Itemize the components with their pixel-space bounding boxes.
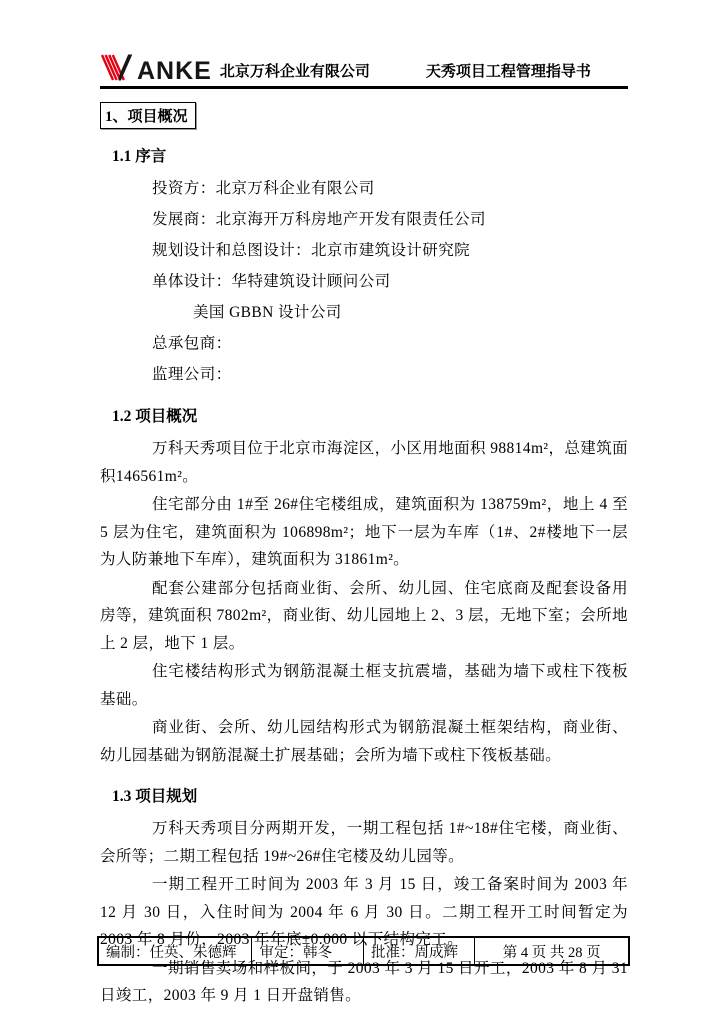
footer-cell-reviewer: 审定：韩冬 [252, 937, 364, 965]
preface-line-unit-design: 单体设计：华特建筑设计顾问公司 [152, 273, 391, 290]
paragraph-public-buildings: 配套公建部分包括商业街、会所、幼儿园、住宅底商及配套设备用房等，建筑面积 7802m²，商业街、幼儿园地上 2、3 层，无地下室；会所地上 2 层，地下 1 层。 [100, 579, 628, 652]
footer-row [98, 937, 629, 965]
paragraph-phasing: 万科天秀项目分两期开发，一期工程包括 1#~18#住宅楼，商业街、会所等；二期工程包括 19#~26#住宅楼及幼儿园等。 [100, 820, 628, 865]
footer-cell-compiler: 编制：任英、朱德辉 [98, 937, 252, 965]
paragraph-sales: 一期销售卖场和样板间，于 2003 年 3 月 15 日开工，2003 年 8 月 31 日竣工，2003 年 9 月 1 日开盘销售。 [100, 959, 628, 1004]
header-document-title: 天秀项目工程管理指导书 [425, 63, 591, 80]
vanke-logo [100, 54, 212, 85]
paragraph-schedule: 一期工程开工时间为 2003 年 3 月 15 日，竣工备案时间为 2003 年 12 月 30 日，入住时间为 2004 年 6 月 30 日。二期工程开工时间暂定为 2003 年 8 月份，2003 年年底±0.000 以下结构完工。 [100, 876, 628, 948]
section-heading-1-3: 1.3 项目规划 [112, 788, 198, 805]
footer-table [97, 936, 630, 966]
section-heading-1-2: 1.2 项目概况 [112, 408, 198, 425]
vanke-logo-letters: ANKE [137, 56, 212, 85]
page-footer [97, 936, 630, 966]
footer-cell-approver: 批准：周成辉 [363, 937, 475, 965]
paragraph-structure-public: 商业街、会所、幼儿园结构形式为钢筋混凝土框架结构，商业街、幼儿园基础为钢筋混凝土扩展基础；会所为墙下或柱下筏板基础。 [100, 719, 628, 764]
preface-line-planning: 规划设计和总图设计：北京市建筑设计研究院 [152, 242, 471, 259]
preface-line-gbbn: 美国 GBBN 设计公司 [193, 304, 342, 321]
header-company-name: 北京万科企业有限公司 [219, 63, 370, 80]
paragraph-residential: 住宅部分由 1#至 26#住宅楼组成，建筑面积为 138759m²，地上 4 至 5 层为住宅，建筑面积为 106898m²；地下一层为车库（1#、2#楼地下一层为人防兼地下车库），建筑面积为 31861m²。 [100, 496, 628, 568]
page-header [100, 54, 628, 89]
preface-line-contractor: 总承包商： [152, 335, 232, 352]
paragraph-site-overview: 万科天秀项目位于北京市海淀区，小区用地面积 98814m²，总建筑面积146561m²。 [100, 440, 628, 485]
preface-line-developer: 发展商：北京海开万科房地产开发有限责任公司 [152, 211, 486, 228]
preface-line-investor: 投资方：北京万科企业有限公司 [152, 180, 375, 197]
paragraph-structure-resid: 住宅楼结构形式为钢筋混凝土框支抗震墙，基础为墙下或柱下筏板基础。 [100, 663, 628, 708]
chapter-heading: 1、项目概况 [100, 102, 196, 129]
section-heading-1-1: 1.1 序言 [112, 148, 167, 165]
vanke-v-mark-icon [100, 54, 136, 81]
footer-cell-page-number: 第 4 页 共 28 页 [475, 937, 629, 965]
preface-line-supervisor: 监理公司： [152, 366, 232, 383]
